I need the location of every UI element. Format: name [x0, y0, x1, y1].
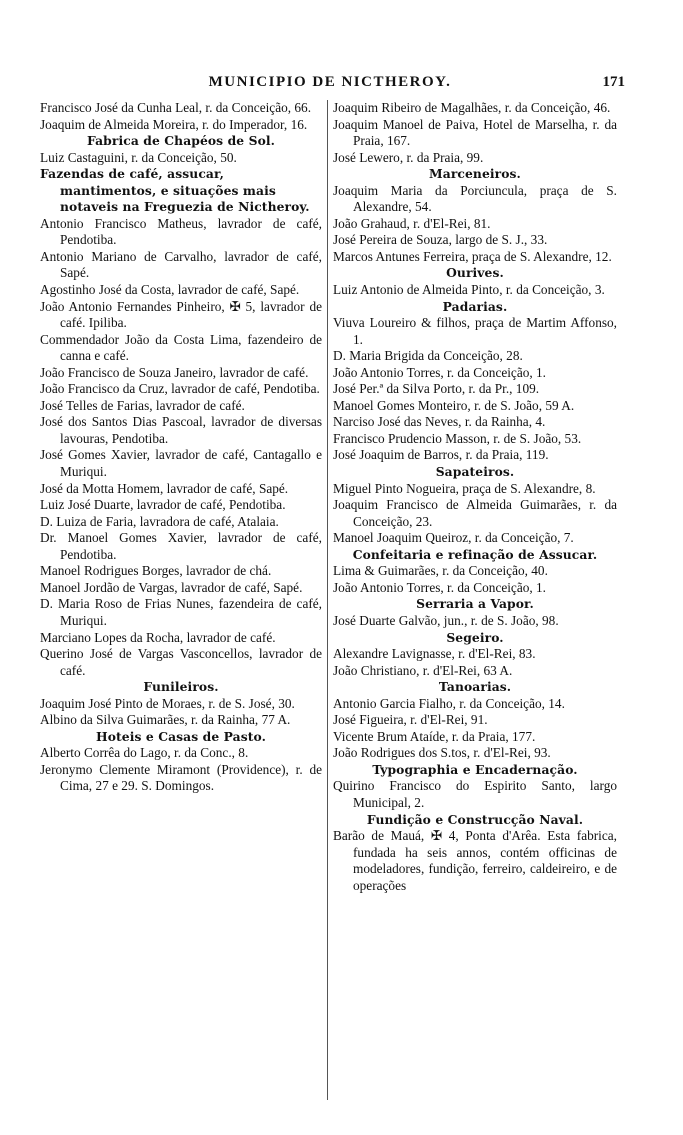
directory-entry: João Antonio Torres, r. da Conceição, 1.: [333, 579, 547, 595]
directory-entry: Manoel Joaquim Queiroz, r. da Conceição, 7.: [333, 530, 574, 546]
directory-entry: Alexandre Lavignasse, r. d'El-Rei, 83.: [333, 646, 536, 662]
directory-entry: José Telles de Farias, lavrador de café.: [40, 397, 245, 413]
directory-entry: Francisco Prudencio Masson, r. de S. João, 53.: [333, 430, 582, 446]
directory-entry: José dos Santos Dias Pascoal, lavrador de diversas lavouras, Pendotiba.: [40, 414, 322, 446]
directory-entry: Luiz Castaguini, r. da Conceição, 50.: [40, 149, 237, 165]
directory-entry: Joaquim Francisco de Almeida Guimarães, r. da Conceição, 23.: [333, 497, 617, 529]
directory-entry: José Figueira, r. d'El-Rei, 91.: [333, 712, 488, 728]
directory-entry: Commendador João da Costa Lima, fazendeiro de canna e café.: [40, 331, 322, 364]
directory-entry: D. Maria Brigida da Conceição, 28.: [333, 348, 523, 364]
directory-entry: João Francisco da Cruz, lavrador de café, Pendotiba.: [40, 381, 320, 397]
section-heading: Padarias.: [442, 298, 508, 314]
directory-entry: João Antonio Torres, r. da Conceição, 1.: [333, 364, 547, 380]
directory-entry: Joaquim de Almeida Moreira, r. do Imperador, 16.: [40, 116, 308, 132]
right-column: [333, 100, 617, 894]
directory-entry: José Duarte Galvão, jun., r. de S. João, 98.: [333, 612, 559, 628]
section-heading: Segeiro.: [446, 629, 504, 645]
directory-entry: João Rodrigues dos S.tos, r. d'El-Rei, 93.: [333, 745, 551, 761]
left-column: [40, 100, 322, 795]
page-number: 171: [602, 74, 625, 90]
directory-entry: Joaquim Ribeiro de Magalhães, r. da Conceição, 46.: [333, 100, 611, 115]
section-heading: Typographia e Encadernação.: [372, 761, 578, 777]
directory-entry: João Francisco de Souza Janeiro, lavrador de café.: [40, 364, 309, 380]
directory-entry: Quirino Francisco do Espirito Santo, largo Municipal, 2.: [333, 778, 617, 810]
directory-entry: Lima & Guimarães, r. da Conceição, 40.: [333, 563, 548, 579]
directory-entry: José Per.ª da Silva Porto, r. da Pr., 109.: [333, 381, 540, 397]
section-heading: Confeitaria e refinação de Assucar.: [352, 546, 598, 562]
directory-entry: Viuva Loureiro & filhos, praça de Martim Affonso, 1.: [333, 315, 617, 347]
directory-entry: João Antonio Fernandes Pinheiro, ✠ 5, lavrador de café. Ipiliba.: [40, 298, 322, 331]
directory-entry: José Lewero, r. da Praia, 99.: [333, 149, 484, 165]
section-heading: Sapateiros.: [435, 464, 515, 480]
section-heading: Fabrica de Chapéos de Sol.: [86, 133, 276, 149]
directory-entry: Luiz Antonio de Almeida Pinto, r. da Conceição, 3.: [333, 282, 605, 298]
directory-entry: Marcos Antunes Ferreira, praça de S. Alexandre, 12.: [333, 248, 612, 264]
section-heading: Marceneiros.: [429, 166, 521, 182]
section-heading: Fundição e Construcção Naval.: [366, 811, 584, 827]
directory-entry: Joaquim Maria da Porciuncula, praça de S. Alexandre, 54.: [333, 182, 617, 215]
section-heading: Ourives.: [446, 265, 504, 281]
section-heading: Serraria a Vapor.: [416, 596, 534, 612]
directory-entry: José Pereira de Souza, largo de S. J., 33.: [333, 232, 548, 248]
directory-entry: Miguel Pinto Nogueira, praça de S. Alexandre, 8.: [333, 480, 596, 496]
directory-entry: Vicente Brum Ataíde, r. da Praia, 177.: [333, 728, 536, 744]
directory-entry: Querino José de Vargas Vasconcellos, lavrador de café.: [40, 646, 322, 678]
running-title: MUNICIPIO DE NICTHEROY.: [208, 74, 452, 90]
directory-entry: Manoel Jordão de Vargas, lavrador de café, Sapé.: [40, 579, 303, 595]
directory-entry: D. Maria Roso de Frias Nunes, fazendeira de café, Muriqui.: [40, 596, 322, 628]
directory-entry: Agostinho José da Costa, lavrador de café, Sapé.: [40, 282, 300, 298]
directory-entry: Francisco José da Cunha Leal, r. da Conceição, 66.: [40, 100, 312, 115]
directory-entry: Joaquim José Pinto de Moraes, r. de S. José, 30.: [40, 695, 295, 711]
directory-entry: Antonio Garcia Fialho, r. da Conceição, 14.: [333, 695, 565, 711]
directory-entry: José da Motta Homem, lavrador de café, Sapé.: [40, 480, 289, 496]
directory-entry: Barão de Mauá, ✠ 4, Ponta d'Arêa. Esta fabrica, fundada ha seis annos, contém officinas de modeladores, fundição, ferreiro, caldeireiro, e de operações: [333, 828, 617, 893]
section-heading: Funileiros.: [143, 679, 219, 695]
directory-entry: Albino da Silva Guimarães, r. da Rainha, 77 A.: [40, 712, 291, 728]
directory-entry: José Gomes Xavier, lavrador de café, Cantagallo e Muriqui.: [40, 447, 322, 480]
directory-entry: Antonio Francisco Matheus, lavrador de café, Pendotiba.: [40, 215, 322, 248]
directory-entry: Jeronymo Clemente Miramont (Providence), r. de Cima, 27 e 29. S. Domingos.: [40, 761, 322, 794]
directory-entry: Joaquim Manoel de Paiva, Hotel de Marselha, r. da Praia, 167.: [333, 116, 617, 149]
section-heading: Tanoarias.: [438, 679, 512, 695]
directory-entry: Luiz José Duarte, lavrador de café, Pendotiba.: [40, 497, 286, 513]
directory-entry: José Joaquim de Barros, r. da Praia, 119.: [333, 447, 549, 463]
directory-entry: Antonio Mariano de Carvalho, lavrador de café, Sapé.: [40, 248, 322, 281]
page-header: [0, 74, 683, 94]
directory-entry: D. Luiza de Faria, lavradora de café, Atalaia.: [40, 513, 279, 529]
directory-entry: Manoel Rodrigues Borges, lavrador de chá.: [40, 563, 272, 579]
directory-entry: Manoel Gomes Monteiro, r. de S. João, 59 A.: [333, 397, 575, 413]
directory-entry: Alberto Corrêa do Lago, r. da Conc., 8.: [40, 745, 249, 761]
directory-entry: Narciso José das Neves, r. da Rainha, 4.: [333, 414, 546, 430]
directory-entry: João Grahaud, r. d'El-Rei, 81.: [333, 215, 491, 231]
directory-entry: Dr. Manoel Gomes Xavier, lavrador de café, Pendotiba.: [40, 530, 322, 562]
section-heading: Fazendas de café, assucar, mantimentos, e situações mais notaveis na Freguezia de Nictheroy.: [40, 166, 310, 215]
directory-entry: Marciano Lopes da Rocha, lavrador de café.: [40, 629, 276, 645]
directory-entry: João Christiano, r. d'El-Rei, 63 A.: [333, 662, 513, 678]
column-divider: [327, 100, 328, 1100]
section-heading: Hoteis e Casas de Pasto.: [95, 728, 266, 744]
